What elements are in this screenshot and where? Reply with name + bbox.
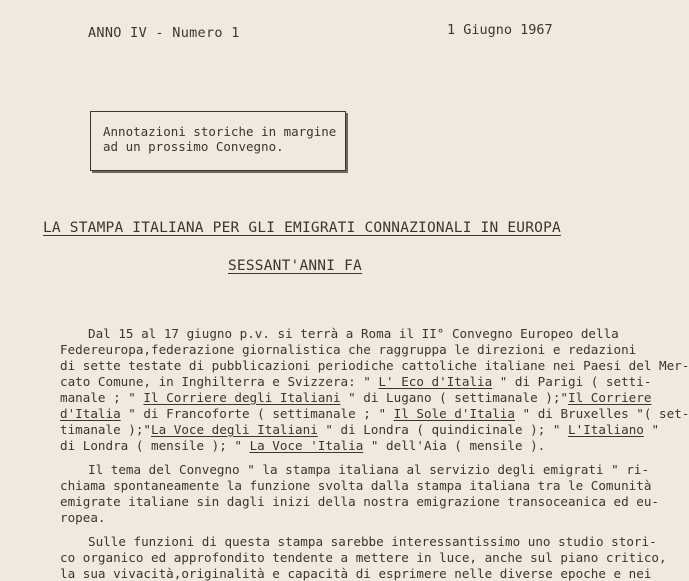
text-line: timanale );"La Voce degli Italiani " di Londra ( quindicinale ); " L'Italiano " xyxy=(60,422,660,437)
annotation-line-2: ad un prossimo Convegno. xyxy=(103,139,284,154)
publication-title: Il Corriere xyxy=(568,390,652,405)
text-line: di sette testate di pubblicazioni periodiche cattoliche italiane nei Paesi del Mer- xyxy=(60,358,689,373)
publication-title: Il Corriere degli Italiani xyxy=(143,390,341,405)
issue-date: 1 Giugno 1967 xyxy=(447,22,553,38)
publication-title: La Voce 'Italia xyxy=(249,438,364,453)
text-line: emigrate italiane sin dagli inizi della nostra emigrazione transoceanica ed eu- xyxy=(60,494,659,509)
publication-title: Il Sole d'Italia xyxy=(393,406,515,421)
text-line: manale ; " Il Corriere degli Italiani " di Lugano ( settimanale );"Il Corriere xyxy=(60,390,652,405)
text-line: chiama spontaneamente la funzione svolta dalla stampa italiana tra le Comunità xyxy=(60,478,652,493)
text-line: Sulle funzioni di questa stampa sarebbe interessantissimo uno studio stori- xyxy=(88,534,657,549)
text-line: Il tema del Convegno " la stampa italiana al servizio degli emigrati " ri- xyxy=(88,462,650,477)
text-line: Federeuropa,federazione giornalistica che raggruppa le direzioni e redazioni xyxy=(60,342,637,357)
annotation-line-1: Annotazioni storiche in margine xyxy=(103,124,337,139)
article-subtitle: SESSANT'ANNI FA xyxy=(228,258,362,274)
annotation-box xyxy=(90,111,346,171)
text-line: di Londra ( mensile ); " La Voce 'Italia " dell'Aia ( mensile ). xyxy=(60,438,546,453)
text-line: cato Comune, in Inghilterra e Svizzera: " L' Eco d'Italia " di Parigi ( setti- xyxy=(60,374,652,389)
text-line: d'Italia " di Francoforte ( settimanale ; " Il Sole d'Italia " di Bruxelles "( set- xyxy=(60,406,689,421)
publication-title: La Voce degli Italiani xyxy=(151,422,318,437)
publication-title: d'Italia xyxy=(60,406,121,421)
issue-header: ANNO IV - Numero 1 xyxy=(88,25,240,41)
text-line: ropea. xyxy=(60,510,106,525)
article-title: LA STAMPA ITALIANA PER GLI EMIGRATI CONNAZIONALI IN EUROPA xyxy=(43,220,561,236)
text-line: co organico ed approfondito tendente a mettere in luce, anche sul piano critico, xyxy=(60,550,667,565)
text-line: Dal 15 al 17 giugno p.v. si terrà a Roma il II° Convegno Europeo della xyxy=(88,326,619,341)
publication-title: L'Italiano xyxy=(568,422,644,437)
publication-title: L' Eco d'Italia xyxy=(378,374,493,389)
text-line: la sua vivacità,originalità e capacità di esprimere nelle diverse epoche e nei xyxy=(60,566,652,581)
